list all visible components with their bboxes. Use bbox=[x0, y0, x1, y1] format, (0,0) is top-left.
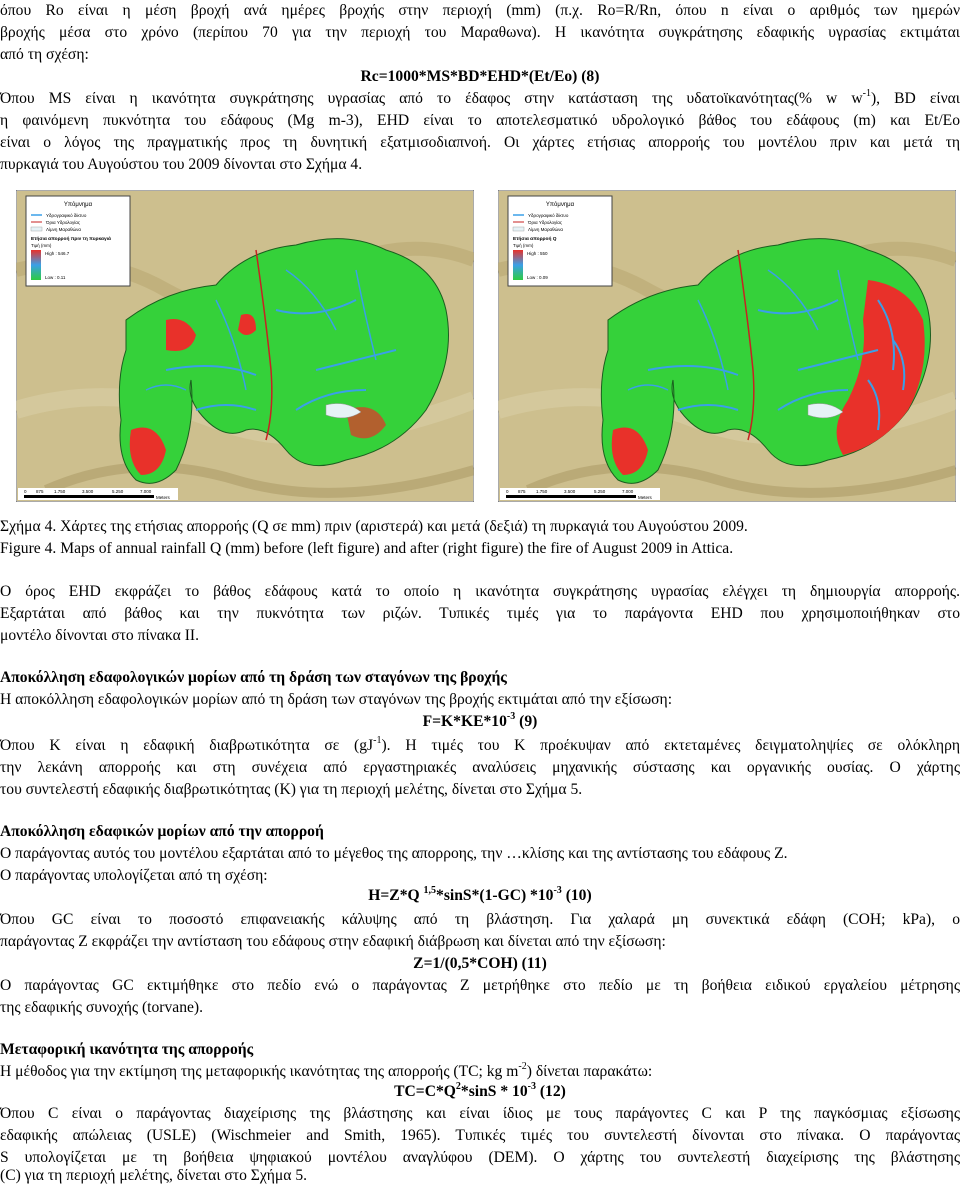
section-heading-transport-capacity: Μεταφορική ικανότητα της απορροής bbox=[0, 1041, 254, 1058]
scale-tick: 1.750 bbox=[536, 489, 548, 494]
legend-item: Όρια Υδρολογίας bbox=[528, 220, 563, 225]
paragraph-line: όπου Ro είναι η μέση βροχή ανά ημέρες βροχής στην περιοχή (mm) (π.χ. Ro=R/Rn, όπου n είναι ο αριθμός των ημερών bbox=[0, 2, 960, 19]
legend-high: High : 546.7 bbox=[45, 251, 70, 256]
paragraph-line: εδαφικής απώλειας (USLE) (Wischmeier and Smith, 1965). Τυπικές τιμές του συντελεστή δίνονται στο πίνακα. Ο παράγοντας bbox=[0, 1127, 960, 1144]
paragraph-line: Ο παράγοντας GC εκτιμήθηκε στο πεδίο ενώ ο παράγοντας Ζ μετρήθηκε στο πεδίο με τη βοήθεια ειδικού εργαλείου μέτρησης bbox=[0, 977, 960, 994]
legend-layer-title: Ετήσια απορροή Q bbox=[513, 237, 557, 242]
legend-item: Λίμνη Μαραθώνα bbox=[46, 227, 81, 232]
paragraph-line: Ο παράγοντας υπολογίζεται από τη σχέση: bbox=[0, 867, 268, 884]
equation-12: $TC=C*Q^2*\sin S * 10^{-3}$ (12) bbox=[394, 1080, 566, 1100]
legend-value-label: Τιμή (mm) bbox=[513, 243, 534, 248]
equation-11: Z=1/(0,5*COH) (11) bbox=[413, 955, 547, 972]
legend-item: Υδρογραφικό δίκτυο bbox=[528, 213, 569, 218]
equation-10: H=Z*Q $^{1,5}$*sinS*(1-GC) $*10^{-3}$ (10) bbox=[368, 884, 592, 904]
scale-unit: Meters bbox=[156, 495, 170, 500]
paragraph-line: της εδαφικής συνοχής (torvane). bbox=[0, 999, 204, 1016]
scale-tick: 1.750 bbox=[54, 489, 66, 494]
legend-title: Υπόμνημα bbox=[63, 202, 93, 208]
legend-value-label: Τιμή (mm) bbox=[31, 243, 52, 248]
scale-tick: 3.500 bbox=[564, 489, 576, 494]
scale-unit: Meters bbox=[638, 495, 652, 500]
legend-title: Υπόμνημα bbox=[545, 202, 575, 208]
paragraph-line: βροχής μέσα στο χρόνο (περίπου 70 για την περιοχή του Μαραθωνα). Η ικανότητα συγκράτησης εδαφικής υγρασίας εκτιμάται bbox=[0, 24, 960, 41]
runoff-map-before-fire bbox=[16, 190, 474, 502]
paragraph-line: Ο όρος EHD εκφράζει το βάθος εδάφους κατά το οποίο η ικανότητα συγκράτησης υγρασίας ελέγχει τη δημιουργία απορροής. bbox=[0, 583, 960, 600]
legend-item: Όρια Υδρολογίας bbox=[46, 220, 81, 225]
paragraph-line: είναι ο λόγος της πραγματικής προς τη δυνητική εξατμισοδιαπνοή. Οι χάρτες ετήσιας απορροής του μοντέλου πριν και μετά τη bbox=[0, 134, 960, 151]
legend-item: Υδρογραφικό δίκτυο bbox=[46, 213, 87, 218]
scale-tick: 7.000 bbox=[622, 489, 634, 494]
legend-low: Low : 0.09 bbox=[527, 275, 548, 280]
scale-tick: 0 bbox=[506, 489, 509, 494]
scale-tick: 5.250 bbox=[112, 489, 124, 494]
paragraph-line: παράγοντας Ζ εκφράζει την αντίσταση του εδάφους στην εδαφική διάβρωση και δίνεται από την εξίσωση: bbox=[0, 933, 666, 950]
paragraph-line: Όπου C είναι ο παράγοντας διαχείρισης της βλάστησης και είναι ίδιος με τους παράγοντες C και P της παγκόσμιας εξίσωσης bbox=[0, 1105, 960, 1122]
legend-low: Low : 0.11 bbox=[45, 275, 66, 280]
scale-tick: 875 bbox=[36, 489, 44, 494]
paragraph-line: Η μέθοδος για την εκτίμηση της μεταφορικής ικανότητας της απορροής (TC; kg $m^{-2}$) δίνεται παρακάτω: bbox=[0, 1060, 653, 1080]
paragraph-line: από τη σχέση: bbox=[0, 46, 89, 63]
figure-caption-greek: Σχήμα 4. Χάρτες της ετήσιας απορροής (Q σε mm) πριν (αριστερά) και μετά (δεξιά) τη πυρκαγιά του Αυγούστου 2009. bbox=[0, 518, 748, 535]
paragraph-line: μοντέλο δίνονται στο πίνακα ΙΙ. bbox=[0, 627, 199, 644]
legend-high: High : 550 bbox=[527, 251, 548, 256]
legend-layer-title: Ετήσια απορροή πριν τη πυρκαγιά bbox=[31, 237, 111, 242]
legend-item: Λίμνη Μαραθώνα bbox=[528, 227, 563, 232]
scale-tick: 0 bbox=[24, 489, 27, 494]
paragraph-line: Όπου GC είναι το ποσοστό επιφανειακής κάλυψης από τη βλάστηση. Για χαλαρά μη συνεκτικά εδάφη (COH; kPa), ο bbox=[0, 911, 960, 928]
runoff-map-after-fire bbox=[498, 190, 956, 502]
scale-tick: 5.250 bbox=[594, 489, 606, 494]
paragraph-line: του συντελεστή εδαφικής διαβρωτικότητας (Κ) για τη περιοχή μελέτης, δίνεται στο Σχήμα 5. bbox=[0, 781, 583, 798]
equation-9: $F=K*KE*10^{-3}$ (9) bbox=[422, 710, 538, 730]
figure-caption-english: Figure 4. Maps of annual rainfall Q (mm) before (left figure) and after (right figure) the fire of August 2009 in Attica. bbox=[0, 540, 734, 557]
paragraph-line: πυρκαγιά του Αυγούστου του 2009 δίνονται στο Σχήμα 4. bbox=[0, 156, 363, 173]
scale-tick: 3.500 bbox=[82, 489, 94, 494]
paragraph-line: η φαινόμενη πυκνότητα του εδάφους (Mg m-3), EHD είναι το αποτελεσματικό υδρολογικό βάθος του εδάφους (m) και Et/Eo bbox=[0, 112, 960, 129]
scale-tick: 7.000 bbox=[140, 489, 152, 494]
section-heading-raindrop-detachment: Αποκόλληση εδαφολογικών μορίων από τη δράση των σταγόνων της βροχής bbox=[0, 669, 507, 686]
figure-4 bbox=[0, 190, 960, 502]
scale-tick: 875 bbox=[518, 489, 526, 494]
paragraph-line: Εξαρτάται από βάθος και την πυκνότητα των ριζών. Τυπικές τιμές για το παράγοντα EHD που χρησιμοποιήθηκαν στο bbox=[0, 605, 960, 622]
paragraph-line: (C) για τη περιοχή μελέτης, δίνεται στο Σχήμα 5. bbox=[0, 1167, 308, 1184]
paragraph-line: Όπου MS είναι η ικανότητα συγκράτησης υγρασίας από το έδαφος στην κατάσταση της υδατοϊκανότητας(% w $w^{-1}$), BD είναι bbox=[0, 87, 960, 107]
paragraph-line: S υπολογίζεται με τη βοήθεια ψηφιακού μοντέλου αναγλύφου (DEM). Ο χάρτης του συντελεστή διαχείρισης της βλάστησης bbox=[0, 1149, 960, 1166]
paragraph-line: Ο παράγοντας αυτός του μοντέλου εξαρτάται από το μέγεθος της απορροης, την …κλίσης και της αντίστασης του εδάφους Ζ. bbox=[0, 845, 788, 862]
paragraph-line: την λεκάνη απορροής και στη συνέχεια από εργαστηριακές αναλύσεις μηχανικής σύστασης και οργανικής ουσίας. Ο χάρτης bbox=[0, 759, 960, 776]
section-heading-runoff-detachment: Αποκόλληση εδαφικών μορίων από την απορροή bbox=[0, 823, 324, 840]
paragraph-line: Όπου Κ είναι η εδαφική διαβρωτικότητα σε $(gJ^{-1})$. Η τιμές του Κ προέκυψαν από εκτεταμένες δειγματοληψίες σε ολόκληρη bbox=[0, 734, 960, 754]
paragraph-line: Η αποκόλληση εδαφολογικών μορίων από τη δράση των σταγόνων της βροχής εκτιμάται από την εξίσωση: bbox=[0, 691, 673, 708]
equation-8: Rc=1000*MS*BD*EHD*(Et/Eo) (8) bbox=[360, 68, 600, 85]
